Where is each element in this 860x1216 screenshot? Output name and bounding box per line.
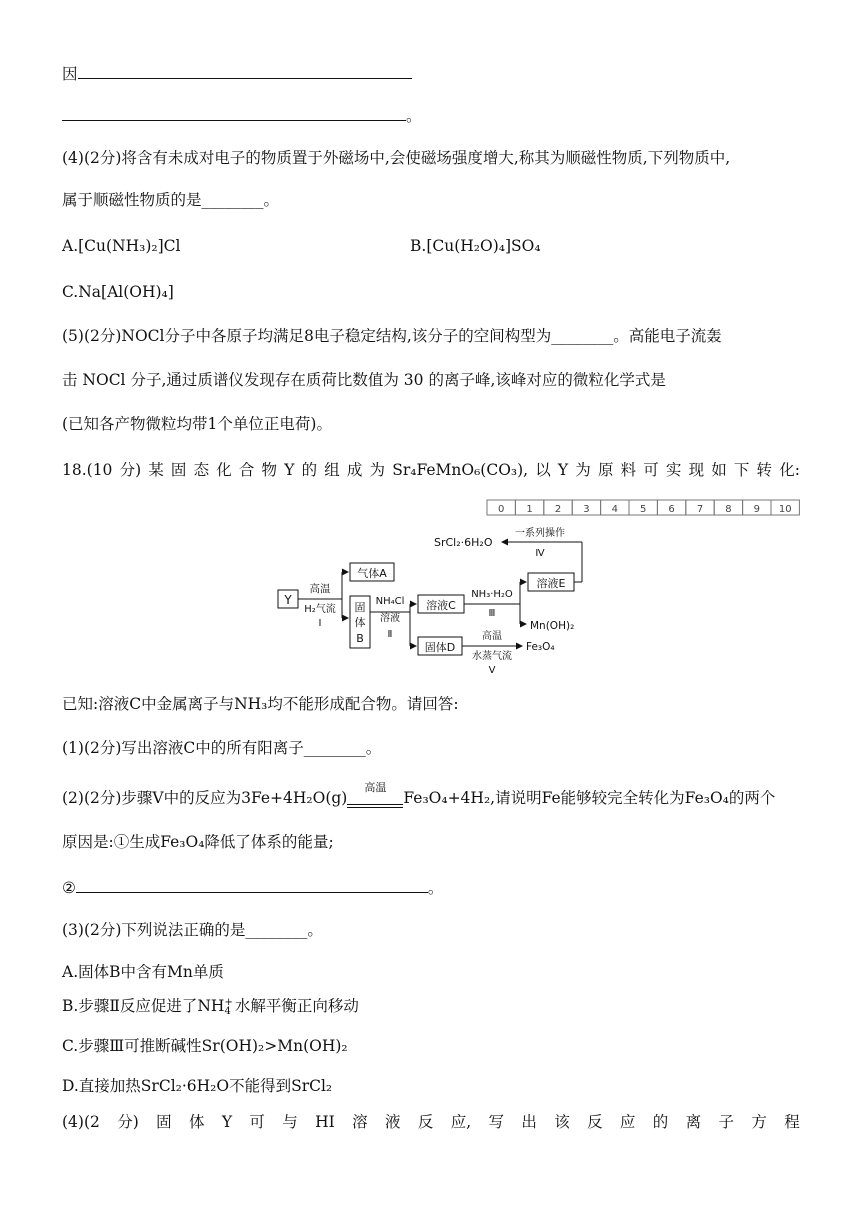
q18-header-part: 可 xyxy=(643,461,659,479)
q18-2-text-b: Fe₃O₄+4H₂,请说明Fe能够较完全转化为Fe₃O₄的两个 xyxy=(403,789,776,807)
q18-header-part: 物 xyxy=(261,461,278,479)
q18-4-part: 可 xyxy=(249,1113,265,1131)
q18-4-part: (4)(2 xyxy=(62,1113,100,1131)
q18-4-part: Y xyxy=(221,1113,233,1131)
label-fe3o4: Fe₃O₄ xyxy=(526,641,555,653)
cond3-step: Ⅲ xyxy=(488,608,496,619)
q18-1: (1)(2分)写出溶液C中的所有阳离子________。 xyxy=(62,739,382,757)
cond5-bot: 水蒸气流 xyxy=(472,651,512,662)
q18-header-part: 原 xyxy=(597,461,614,479)
text-yin: 因 xyxy=(62,65,78,83)
known-note: 已知:溶液C中金属离子与NH₃均不能形成配合物。请回答: xyxy=(62,695,459,713)
cond4: 一系列操作 xyxy=(515,528,565,539)
cond5-step: Ⅴ xyxy=(488,665,496,676)
q18-header-part: 现 xyxy=(688,461,705,479)
cond1-step: Ⅰ xyxy=(318,618,322,629)
q18-4 xyxy=(62,1112,800,1132)
q18-3-option-c: C.步骤Ⅲ可推断碱性Sr(OH)₂>Mn(OH)₂ xyxy=(62,1037,348,1055)
q18-header-part: 转 xyxy=(756,461,773,479)
circle-two: ② xyxy=(62,879,76,897)
ruler-label: 2 xyxy=(554,504,562,515)
q18-header-part: 组 xyxy=(324,461,340,479)
q5-line1: (5)(2分)NOCl分子中各原子均满足8电子稳定结构,该分子的空间构型为________。高能电子流轰 xyxy=(62,327,722,345)
q18-header-part: 如 xyxy=(711,461,727,479)
q18-header-part: Sr₄FeMnO₆(CO₃), xyxy=(392,461,529,479)
cond2-1: NH₄Cl xyxy=(375,596,405,607)
q18-2-text-a: (2)(2分)步骤V中的反应为3Fe+4H₂O(g) xyxy=(62,789,348,807)
q18-header-part: 实 xyxy=(665,461,682,479)
cond3: NH₃·H₂O xyxy=(471,589,513,600)
q18-4-part: 固 xyxy=(156,1113,172,1131)
q18-header-part: Y xyxy=(284,461,295,479)
q18-4-part: 液 xyxy=(384,1113,401,1131)
ruler-label: 7 xyxy=(696,504,704,515)
answer-blank[interactable] xyxy=(62,104,406,121)
q5-line2: 击 NOCl 分子,通过质谱仪发现存在质荷比数值为 30 的离子峰,该峰对应的微粒化学式是 xyxy=(62,371,666,389)
high-temp-label: 高温 xyxy=(364,781,387,794)
q18-2-line1 xyxy=(62,781,776,808)
q18-4-part: 的 xyxy=(652,1113,669,1131)
label-solid-b-3: B xyxy=(356,632,364,645)
label-gas-a: 气体A xyxy=(357,567,387,580)
q18-3-option-d: D.直接加热SrCl₂·6H₂O不能得到SrCl₂ xyxy=(62,1077,333,1095)
label-solution-c: 溶液C xyxy=(426,599,456,612)
q18-header-part: Y xyxy=(557,461,569,479)
q18-3-option-b: B.步骤Ⅱ反应促进了NH + 4 水解平衡正向移动 xyxy=(62,997,359,1017)
q18-header-part: 某 xyxy=(148,461,164,479)
cond4-step: Ⅳ xyxy=(535,548,545,559)
answer-line-2 xyxy=(62,104,422,126)
answer-blank[interactable] xyxy=(76,876,428,893)
cond2-step: Ⅱ xyxy=(387,629,393,640)
q18-header-part: 分) xyxy=(119,461,142,479)
q4-option-c: C.Na[Al(OH)₄] xyxy=(62,283,174,301)
cond1-mid: H₂气流 xyxy=(304,604,336,615)
q18-header-part: 固 xyxy=(170,461,187,479)
ruler-label: 4 xyxy=(611,504,618,515)
q4-line2: 属于顺磁性物质的是________。 xyxy=(62,191,280,209)
ruler-label: 9 xyxy=(753,504,760,515)
label-srcl2: SrCl₂·6H₂O xyxy=(434,536,493,549)
q18-4-part: 反 xyxy=(587,1113,603,1131)
q18-4-part: 出 xyxy=(521,1113,537,1131)
q18-header-part: 为 xyxy=(575,461,591,479)
cond1-top: 高温 xyxy=(309,583,331,595)
ruler-label: 0 xyxy=(498,504,505,515)
q4-option-b: B.[Cu(H₂O)₄]SO₄ xyxy=(410,237,541,255)
q18-3-option-b-a: B.步骤Ⅱ反应促进了NH xyxy=(62,997,225,1015)
q18-4-part: 溶 xyxy=(352,1113,368,1131)
q18-header-part: 的 xyxy=(301,461,318,479)
q18-2-line2: 原因是:①生成Fe₃O₄降低了体系的能量; xyxy=(62,833,334,851)
q18-4-part: 该 xyxy=(554,1113,570,1131)
flow-diagram xyxy=(270,500,810,680)
q18-header-part: 为 xyxy=(369,461,386,479)
q18-header-part: 化 xyxy=(216,461,232,479)
q18-3-option-b-b: 水解平衡正向移动 xyxy=(234,997,359,1015)
q18-3: (3)(2分)下列说法正确的是________。 xyxy=(62,921,323,939)
q18-4-part: 应, xyxy=(450,1113,472,1131)
q4-header: (4)(2分)将含有未成对电子的物质置于外磁场中,会使磁场强度增大,称其为顺磁性物质,下列物质中, xyxy=(62,149,731,167)
q18-header-part: 成 xyxy=(346,461,363,479)
cond5-top: 高温 xyxy=(482,631,502,642)
ruler-label: 8 xyxy=(725,504,732,515)
q18-4-part: 方 xyxy=(751,1113,767,1131)
q18-header-part: 以 xyxy=(535,461,551,479)
q18-4-part: 反 xyxy=(417,1113,434,1131)
high-temp-equals xyxy=(347,781,403,808)
answer-line-1 xyxy=(62,62,412,84)
q18-4-part: 离 xyxy=(685,1113,702,1131)
ruler-label: 1 xyxy=(526,504,533,515)
q18-4-part: 体 xyxy=(188,1113,205,1131)
q5-line3: (已知各产物微粒均带1个单位正电荷)。 xyxy=(62,415,332,433)
q4-option-a: A.[Cu(NH₃)₂]Cl xyxy=(62,237,181,255)
label-mnoh2: Mn(OH)₂ xyxy=(530,620,575,632)
q18-4-part: 与 xyxy=(282,1113,298,1131)
q18-header xyxy=(62,460,800,480)
label-solid-b-2: 体 xyxy=(354,616,366,629)
q18-4-part: 分) xyxy=(117,1113,139,1131)
ruler-label: 3 xyxy=(583,504,590,515)
ruler-label: 10 xyxy=(778,504,792,515)
q18-4-part: 子 xyxy=(718,1113,735,1131)
label-y: Y xyxy=(284,593,292,607)
period: 。 xyxy=(427,879,444,897)
q18-4-part: HI xyxy=(315,1113,335,1131)
q18-header-part: 合 xyxy=(238,461,255,479)
label-solution-e: 溶液E xyxy=(536,577,566,590)
q18-header-part: 料 xyxy=(620,461,637,479)
cond2-2: 溶液 xyxy=(380,613,400,624)
q18-header-part: 态 xyxy=(193,461,210,479)
q18-header-part: 化: xyxy=(779,461,800,479)
q18-4-part: 程 xyxy=(784,1113,800,1131)
answer-blank[interactable] xyxy=(78,62,412,79)
ruler-label: 6 xyxy=(668,504,675,515)
label-solid-b-1: 固 xyxy=(354,601,366,614)
period: 。 xyxy=(406,107,422,125)
q18-2-line3 xyxy=(62,876,443,898)
q18-header-part: 18.(10 xyxy=(62,461,113,479)
ruler-label: 5 xyxy=(640,504,647,515)
q18-3-option-a: A.固体B中含有Mn单质 xyxy=(62,963,224,981)
label-solid-d: 固体D xyxy=(424,641,456,654)
q18-4-part: 写 xyxy=(488,1113,504,1131)
q18-header-part: 下 xyxy=(733,461,750,479)
q18-4-part: 应 xyxy=(619,1113,636,1131)
